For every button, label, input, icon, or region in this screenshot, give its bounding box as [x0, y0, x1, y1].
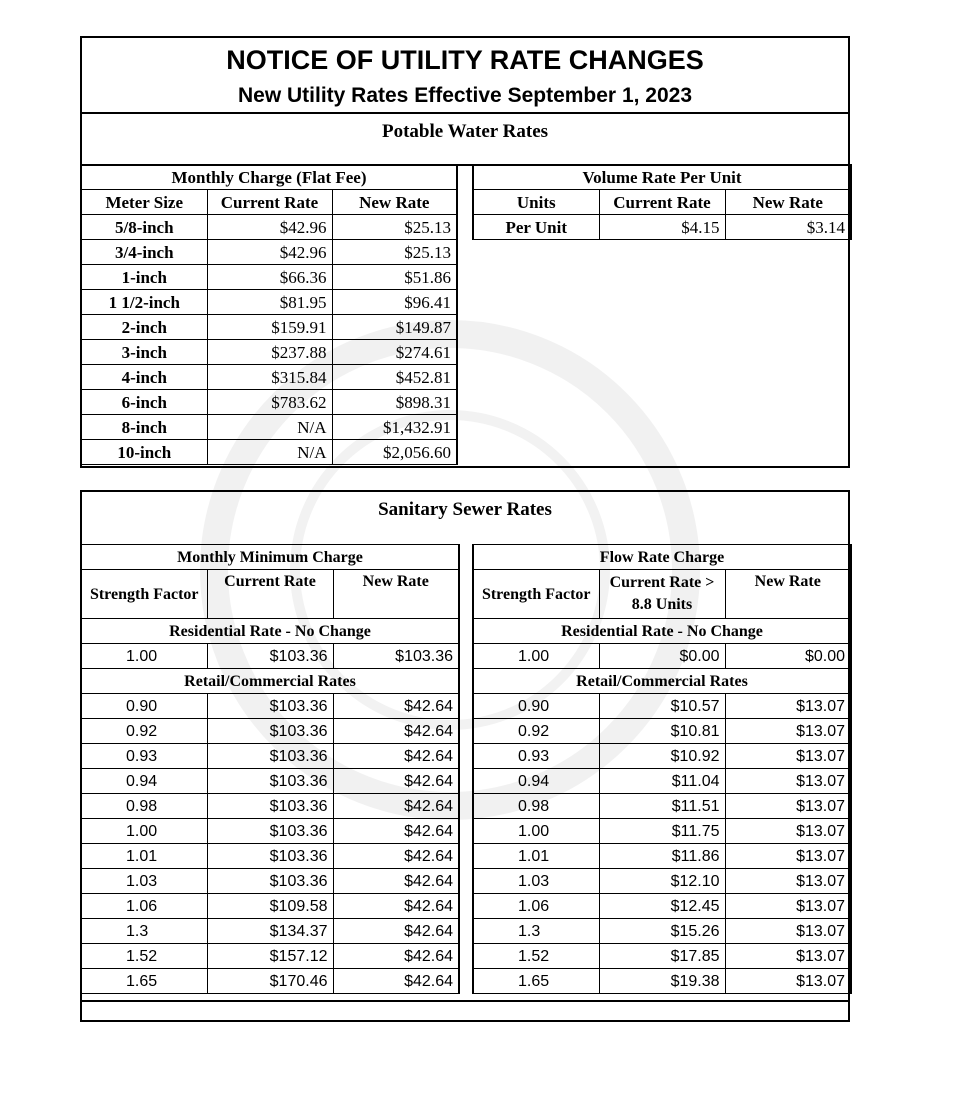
- table-row: [81, 365, 457, 390]
- strength-factor-cell: 0.94: [81, 769, 207, 794]
- column-header-new-rate: New Rate: [725, 190, 851, 215]
- new-rate-cell: $13.07: [725, 794, 851, 819]
- table-row: [81, 944, 459, 969]
- table-row: [81, 315, 457, 340]
- current-rate-cell: $11.04: [599, 769, 725, 794]
- strength-factor-cell: 1.3: [473, 919, 599, 944]
- column-header-new-rate: New Rate: [725, 570, 851, 619]
- residential-label: Residential Rate - No Change: [81, 619, 459, 644]
- strength-factor-cell: 0.93: [473, 744, 599, 769]
- potable-water-title: Potable Water Rates: [381, 121, 549, 142]
- current-rate-cell: $103.36: [207, 869, 333, 894]
- new-rate-cell: $51.86: [332, 265, 457, 290]
- notice-header: [80, 36, 850, 114]
- strength-factor-cell: 1.03: [473, 869, 599, 894]
- table-row: [473, 794, 851, 819]
- current-rate-cell: $10.57: [599, 694, 725, 719]
- notice-subtitle: New Utility Rates Effective September 1, 2023: [237, 84, 693, 107]
- new-rate-cell: $452.81: [332, 365, 457, 390]
- table-row: [81, 265, 457, 290]
- new-rate-cell: $13.07: [725, 744, 851, 769]
- current-rate-cell: $11.51: [599, 794, 725, 819]
- table-row: [81, 869, 459, 894]
- strength-factor-cell: 1.3: [81, 919, 207, 944]
- current-rate-cell: $103.36: [207, 744, 333, 769]
- new-rate-cell: $42.64: [333, 794, 459, 819]
- current-rate-cell: $17.85: [599, 944, 725, 969]
- new-rate-cell: $898.31: [332, 390, 457, 415]
- current-rate-cell: $103.36: [207, 794, 333, 819]
- table-row: [81, 894, 459, 919]
- current-rate-cell: N/A: [207, 415, 332, 440]
- table-row: [81, 794, 459, 819]
- current-rate-cell: $783.62: [207, 390, 332, 415]
- current-rate-cell: $237.88: [207, 340, 332, 365]
- new-rate-cell: $274.61: [332, 340, 457, 365]
- new-rate-cell: $42.64: [333, 819, 459, 844]
- current-rate-cell: $103.36: [207, 769, 333, 794]
- strength-factor-cell: 0.92: [473, 719, 599, 744]
- current-rate-cell: $66.36: [207, 265, 332, 290]
- new-rate-cell: $96.41: [332, 290, 457, 315]
- column-header-strength-factor: Strength Factor: [81, 570, 207, 619]
- meter-size-cell: 3-inch: [81, 340, 207, 365]
- table-row: [81, 415, 457, 440]
- table-row: [473, 215, 851, 240]
- current-rate-cell: N/A: [207, 440, 332, 465]
- new-rate-cell: $2,056.60: [332, 440, 457, 465]
- new-rate-cell: $25.13: [332, 240, 457, 265]
- section-divider: [80, 1000, 850, 1002]
- current-rate-cell: $19.38: [599, 969, 725, 994]
- new-rate-cell: $13.07: [725, 694, 851, 719]
- current-rate-cell: $81.95: [207, 290, 332, 315]
- strength-factor-cell: 1.01: [81, 844, 207, 869]
- strength-factor-cell: 1.52: [473, 944, 599, 969]
- column-header-meter-size: Meter Size: [81, 190, 207, 215]
- table-row: [473, 744, 851, 769]
- meter-size-cell: 6-inch: [81, 390, 207, 415]
- strength-factor-cell: 1.52: [81, 944, 207, 969]
- new-rate-cell: $13.07: [725, 919, 851, 944]
- table-row: [473, 644, 851, 669]
- new-rate-cell: $3.14: [725, 215, 851, 240]
- current-rate-cell: $103.36: [207, 819, 333, 844]
- new-rate-cell: $13.07: [725, 894, 851, 919]
- commercial-label: Retail/Commercial Rates: [81, 669, 459, 694]
- current-rate-cell: $4.15: [599, 215, 725, 240]
- table-row: [81, 919, 459, 944]
- column-header-current-rate: Current Rate: [207, 190, 332, 215]
- table-row: [81, 769, 459, 794]
- new-rate-cell: $13.07: [725, 869, 851, 894]
- new-rate-cell: $13.07: [725, 769, 851, 794]
- meter-size-cell: 3/4-inch: [81, 240, 207, 265]
- strength-factor-cell: 1.03: [81, 869, 207, 894]
- new-rate-cell: $42.64: [333, 844, 459, 869]
- column-header-new-rate: New Rate: [333, 570, 459, 619]
- monthly-charge-table: [80, 164, 458, 465]
- strength-factor-cell: 0.98: [81, 794, 207, 819]
- units-cell: Per Unit: [473, 215, 599, 240]
- table-row: [473, 969, 851, 994]
- strength-factor-cell: 1.65: [81, 969, 207, 994]
- flow-rate-table: [472, 544, 852, 994]
- current-rate-cell: $11.86: [599, 844, 725, 869]
- strength-factor-cell: 0.94: [473, 769, 599, 794]
- current-rate-cell: $11.75: [599, 819, 725, 844]
- monthly-charge-title: Monthly Charge (Flat Fee): [81, 165, 457, 190]
- meter-size-cell: 2-inch: [81, 315, 207, 340]
- residential-label: Residential Rate - No Change: [473, 619, 851, 644]
- volume-rate-table: [472, 164, 852, 240]
- strength-factor-cell: 0.93: [81, 744, 207, 769]
- monthly-minimum-title: Monthly Minimum Charge: [81, 545, 459, 570]
- current-rate-cell: $103.36: [207, 644, 333, 669]
- table-row: [81, 240, 457, 265]
- current-rate-cell: $12.45: [599, 894, 725, 919]
- new-rate-cell: $149.87: [332, 315, 457, 340]
- strength-factor-cell: 0.90: [473, 694, 599, 719]
- meter-size-cell: 10-inch: [81, 440, 207, 465]
- new-rate-cell: $103.36: [333, 644, 459, 669]
- table-row: [473, 869, 851, 894]
- new-rate-cell: $0.00: [725, 644, 851, 669]
- current-rate-cell: $10.92: [599, 744, 725, 769]
- new-rate-cell: $13.07: [725, 944, 851, 969]
- table-row: [81, 719, 459, 744]
- new-rate-cell: $42.64: [333, 869, 459, 894]
- table-row: [81, 644, 459, 669]
- current-rate-cell: $0.00: [599, 644, 725, 669]
- strength-factor-cell: 0.92: [81, 719, 207, 744]
- new-rate-cell: $42.64: [333, 769, 459, 794]
- sanitary-sewer-title: Sanitary Sewer Rates: [378, 499, 552, 520]
- table-row: [81, 744, 459, 769]
- current-rate-cell: $42.96: [207, 215, 332, 240]
- current-rate-cell: $159.91: [207, 315, 332, 340]
- strength-factor-cell: 1.00: [81, 644, 207, 669]
- table-row: [473, 769, 851, 794]
- table-row: [473, 894, 851, 919]
- notice-title: NOTICE OF UTILITY RATE CHANGES: [226, 45, 704, 75]
- volume-rate-title: Volume Rate Per Unit: [473, 165, 851, 190]
- current-rate-cell: $170.46: [207, 969, 333, 994]
- strength-factor-cell: 0.90: [81, 694, 207, 719]
- table-row: [473, 944, 851, 969]
- current-rate-cell: $315.84: [207, 365, 332, 390]
- table-row: [81, 440, 457, 465]
- new-rate-cell: $13.07: [725, 819, 851, 844]
- strength-factor-cell: 1.00: [81, 819, 207, 844]
- new-rate-cell: $13.07: [725, 969, 851, 994]
- current-rate-cell: $103.36: [207, 694, 333, 719]
- meter-size-cell: 5/8-inch: [81, 215, 207, 240]
- new-rate-cell: $1,432.91: [332, 415, 457, 440]
- new-rate-cell: $42.64: [333, 894, 459, 919]
- new-rate-cell: $42.64: [333, 969, 459, 994]
- table-row: [473, 719, 851, 744]
- current-rate-cell: $12.10: [599, 869, 725, 894]
- column-header-current-rate: Current Rate: [599, 190, 725, 215]
- monthly-minimum-table: [80, 544, 460, 994]
- new-rate-cell: $42.64: [333, 919, 459, 944]
- current-rate-cell: $103.36: [207, 719, 333, 744]
- meter-size-cell: 8-inch: [81, 415, 207, 440]
- strength-factor-cell: 1.00: [473, 819, 599, 844]
- meter-size-cell: 1 1/2-inch: [81, 290, 207, 315]
- table-row: [473, 919, 851, 944]
- strength-factor-cell: 1.06: [473, 894, 599, 919]
- table-row: [81, 844, 459, 869]
- current-rate-cell: $10.81: [599, 719, 725, 744]
- table-row: [473, 819, 851, 844]
- current-rate-cell: $157.12: [207, 944, 333, 969]
- table-row: [81, 694, 459, 719]
- column-header-current-rate: Current Rate > 8.8 Units: [599, 570, 725, 619]
- new-rate-cell: $42.64: [333, 944, 459, 969]
- column-header-units: Units: [473, 190, 599, 215]
- table-row: [81, 390, 457, 415]
- table-row: [81, 290, 457, 315]
- current-rate-cell: $103.36: [207, 844, 333, 869]
- table-row: [473, 844, 851, 869]
- table-row: [81, 969, 459, 994]
- column-header-strength-factor: Strength Factor: [473, 570, 599, 619]
- strength-factor-cell: 1.00: [473, 644, 599, 669]
- column-header-new-rate: New Rate: [332, 190, 457, 215]
- meter-size-cell: 4-inch: [81, 365, 207, 390]
- table-row: [473, 694, 851, 719]
- new-rate-cell: $42.64: [333, 694, 459, 719]
- current-rate-cell: $42.96: [207, 240, 332, 265]
- new-rate-cell: $42.64: [333, 744, 459, 769]
- table-row: [81, 215, 457, 240]
- new-rate-cell: $13.07: [725, 844, 851, 869]
- new-rate-cell: $13.07: [725, 719, 851, 744]
- strength-factor-cell: 1.01: [473, 844, 599, 869]
- commercial-label: Retail/Commercial Rates: [473, 669, 851, 694]
- table-row: [81, 819, 459, 844]
- current-rate-cell: $109.58: [207, 894, 333, 919]
- current-rate-cell: $15.26: [599, 919, 725, 944]
- strength-factor-cell: 1.65: [473, 969, 599, 994]
- new-rate-cell: $25.13: [332, 215, 457, 240]
- strength-factor-cell: 1.06: [81, 894, 207, 919]
- column-header-current-rate: Current Rate: [207, 570, 333, 619]
- strength-factor-cell: 0.98: [473, 794, 599, 819]
- flow-rate-title: Flow Rate Charge: [473, 545, 851, 570]
- new-rate-cell: $42.64: [333, 719, 459, 744]
- table-row: [81, 340, 457, 365]
- current-rate-cell: $134.37: [207, 919, 333, 944]
- meter-size-cell: 1-inch: [81, 265, 207, 290]
